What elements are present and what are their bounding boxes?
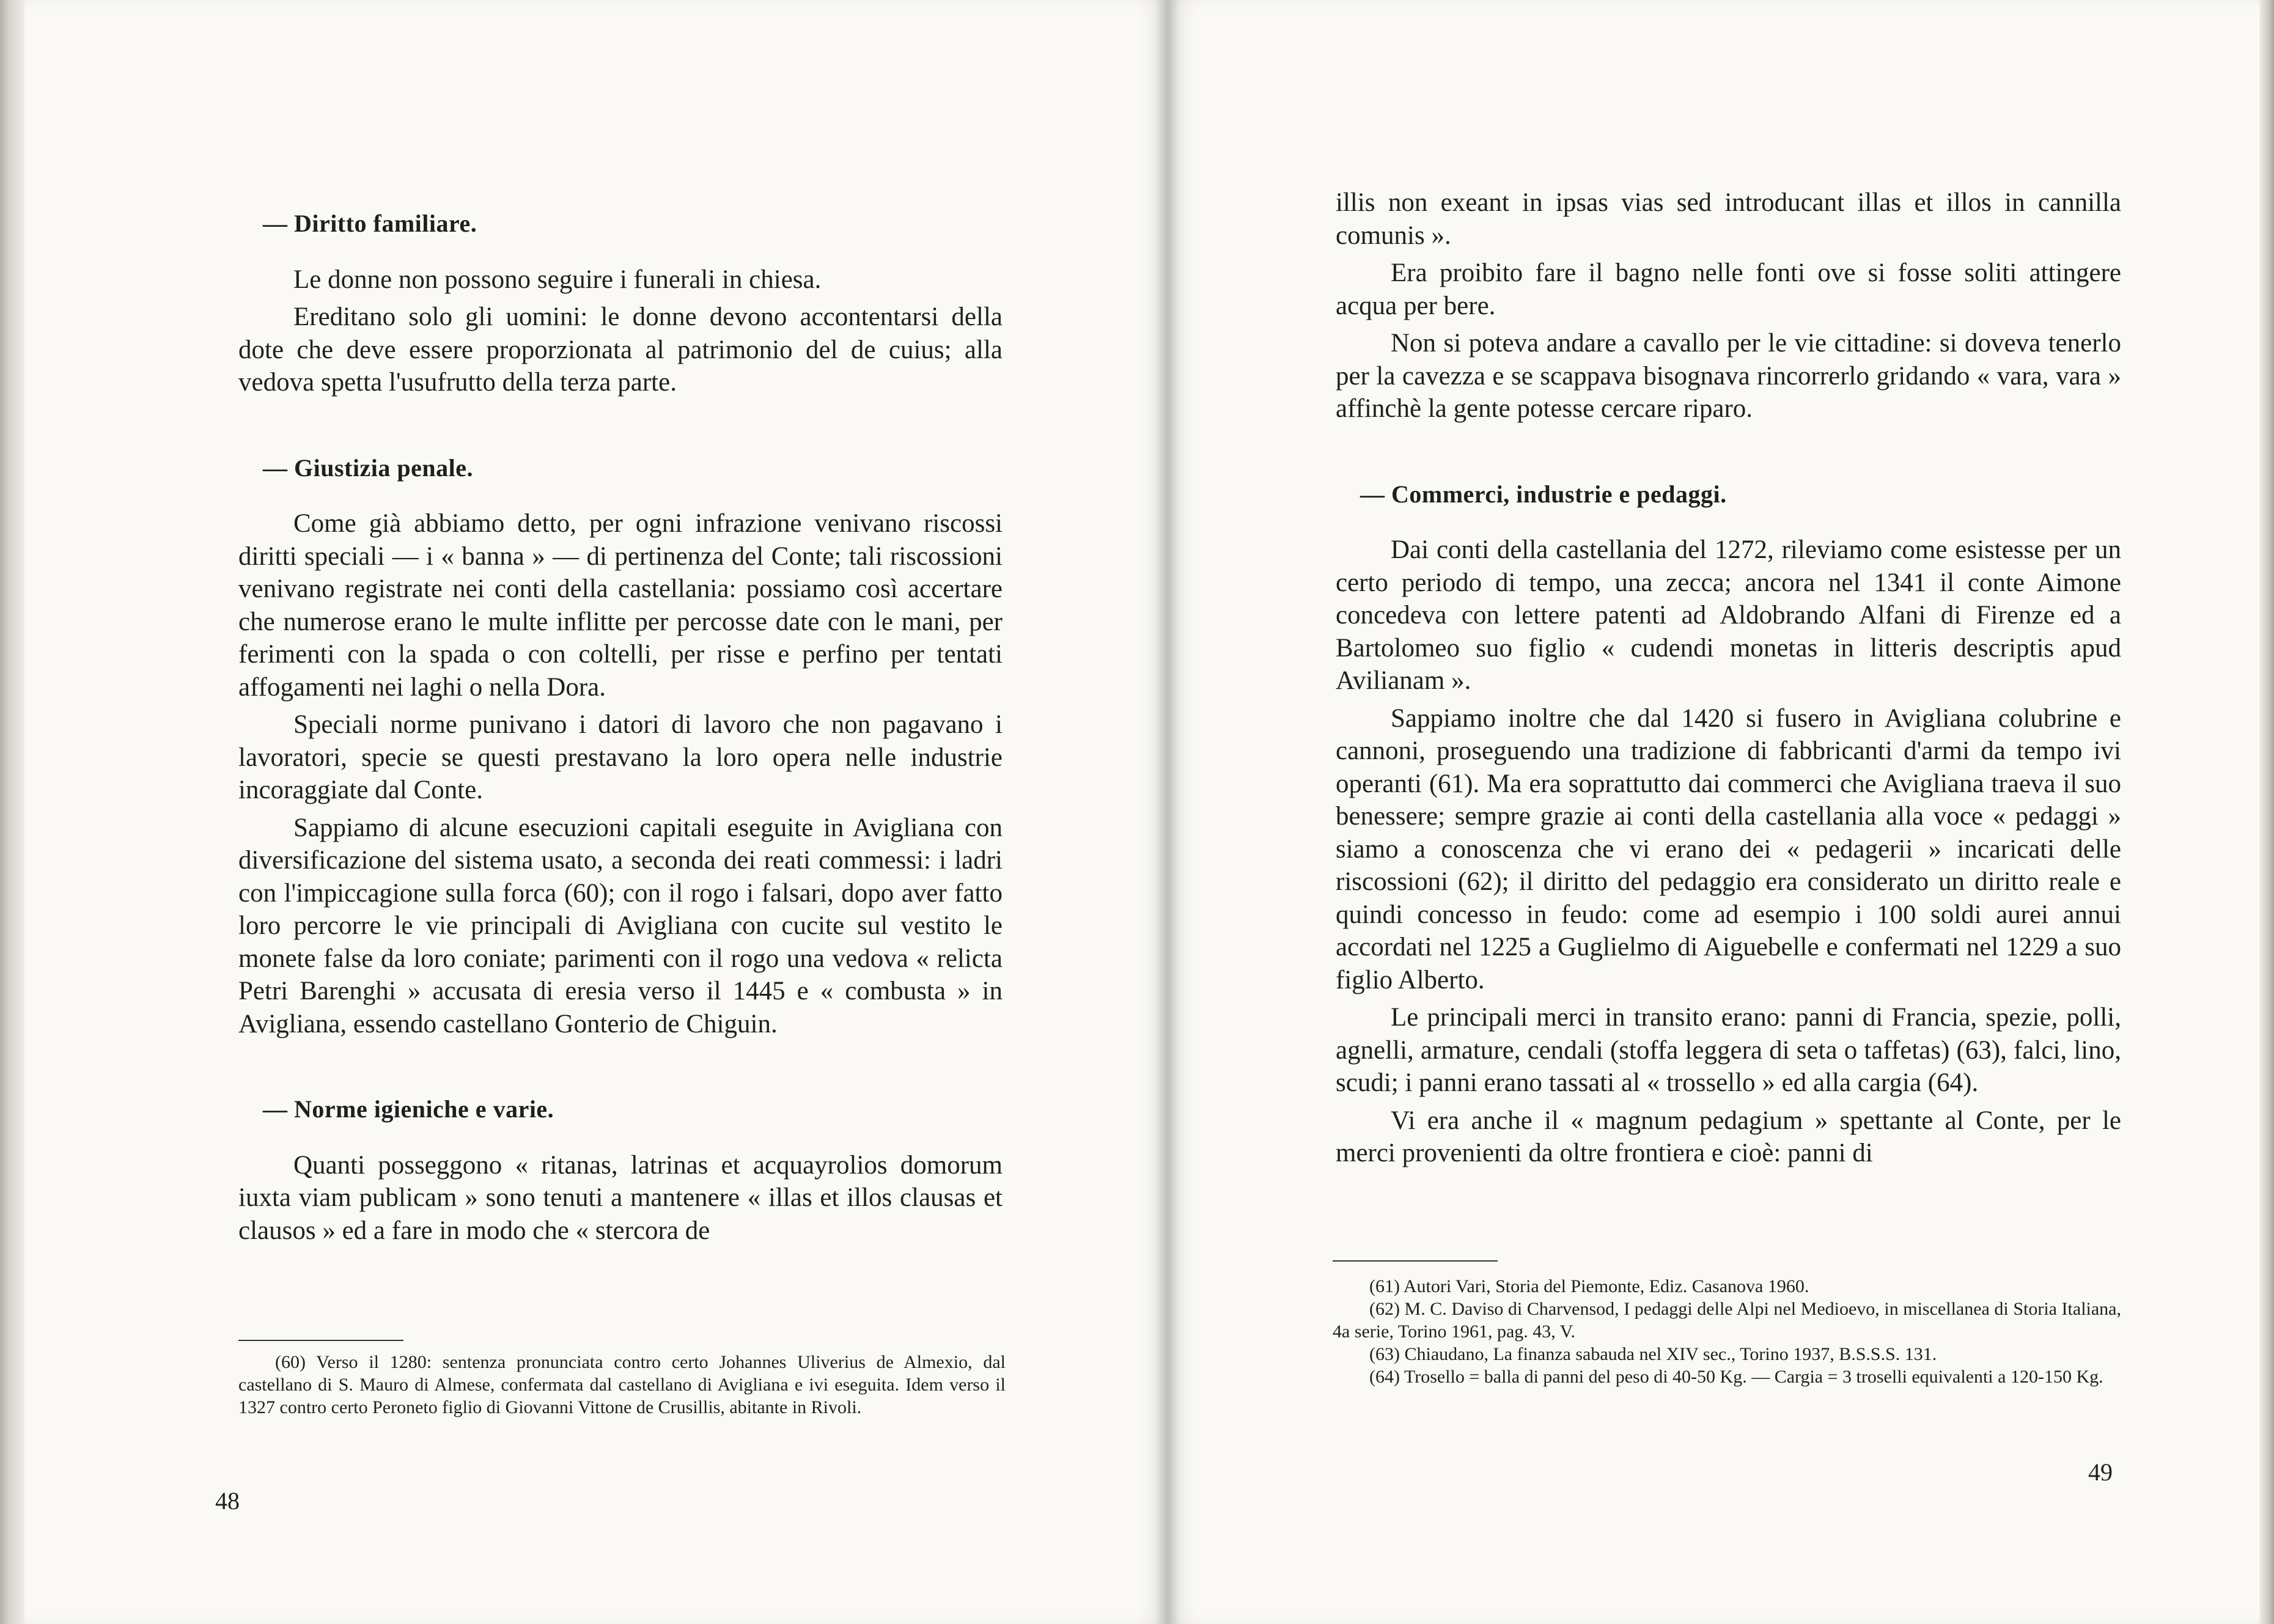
paragraph: Le donne non possono seguire i funerali in chiesa.: [293, 265, 822, 294]
page-number-left: 48: [215, 1487, 240, 1515]
paragraph: illis non exeant in ipsas vias sed introducant illas et illos in cannilla comunis ».: [1336, 188, 2121, 250]
left-page-body: [238, 207, 1003, 1252]
footnote-rule: [238, 1340, 403, 1341]
right-footnotes: [1333, 1275, 2121, 1388]
paragraph: Speciali norme punivano i datori di lavoro che non pagavano i lavoratori, specie se questi prestavano la loro opera nelle industrie incoraggiate dal Conte.: [238, 710, 1003, 804]
paragraph: Le principali merci in transito erano: panni di Francia, spezie, polli, agnelli, armature, cendali (stoffa leggera di seta o taffetas) (63), falci, lino, scudi; i panni erano tassati al « trossello » ed alla cargia (64).: [1336, 1003, 2121, 1097]
paragraph: Come già abbiamo detto, per ogni infrazione venivano riscossi diritti speciali — i « banna » — di pertinenza del Conte; tali riscossioni venivano registrate nei conti della castellania: possiamo così accertare che numerose erano le multe inflitte per percosse date con le mani, per ferimenti con la spada o con coltelli, per risse e perfino per tentati affogamenti nei laghi o nella Dora.: [238, 509, 1003, 702]
footnote-rule: [1333, 1260, 1498, 1262]
right-page-body: [1336, 186, 2121, 1175]
paragraph: Dai conti della castellania del 1272, rileviamo come esistesse per un certo periodo di tempo, una zecca; ancora nel 1341 il conte Aimone concedeva con lettere patenti ad Aldobrando Alfani di Firenze ed a Bartolomeo suo figlio « cudendi monetas in litteris descriptis apud Avilianam ».: [1336, 535, 2121, 695]
paragraph: Vi era anche il « magnum pedagium » spettante al Conte, per le merci provenienti da oltre frontiera e cioè: panni di: [1336, 1106, 2121, 1167]
paragraph: Sappiamo di alcune esecuzioni capitali eseguite in Avigliana con diversificazione del sistema usato, a seconda dei reati commessi: i ladri con l'impiccagione sulla forca (60); con il rogo i falsari, dopo aver fatto loro percorre le vie principali di Avigliana con cucite sul vestito le monete false da loro coniate; parimenti con il rogo una vedova « relicta Petri Barenghi » accusata di eresia verso il 1445 e « combusta » in Avigliana, essendo castellano Gonterio de Chiguin.: [238, 813, 1003, 1038]
footnote-60: (60) Verso il 1280: sentenza pronunciata contro certo Johannes Uliverius de Almexio, dal castellano di S. Mauro di Almese, confermata dal castellano di Avigliana e ivi eseguita. Idem verso il 1327 contro certo Peroneto figlio di Giovanni Vittone de Crusillis, abitante in Rivoli.: [238, 1352, 1006, 1417]
section-heading-norme-igieniche: — Norme igieniche e varie.: [263, 1095, 554, 1123]
section-heading-giustizia-penale: — Giustizia penale.: [263, 454, 473, 482]
paragraph: Quanti posseggono « ritanas, latrinas et acquayrolios domorum iuxta viam publicam » sono tenuti a mantenere « illas et illos clausas et clausos » ed a fare in modo che « stercora de: [238, 1150, 1003, 1245]
left-footnotes: [238, 1351, 1006, 1419]
right-page-edge: [2259, 0, 2274, 1624]
paragraph: Non si poteva andare a cavallo per le vie cittadine: si doveva tenerlo per la cavezza e se scappava bisognava rincorrerlo gridando « vara, vara » affinchè la gente potesse cercare riparo.: [1336, 329, 2121, 423]
book-gutter: [1155, 0, 1180, 1624]
footnote-61: (61) Autori Vari, Storia del Piemonte, Ediz. Casanova 1960.: [1369, 1276, 1809, 1296]
section-heading-diritto-familiare: — Diritto familiare.: [263, 210, 477, 237]
paragraph: Ereditano solo gli uomini: le donne devono accontentarsi della dote che deve essere proporzionata al patrimonio del de cuius; alla vedova spetta l'usufrutto della terza parte.: [238, 303, 1003, 397]
page-number-right: 49: [2088, 1458, 2113, 1486]
paragraph: Era proibito fare il bagno nelle fonti ove si fosse soliti attingere acqua per bere.: [1336, 259, 2121, 320]
paragraph: Sappiamo inoltre che dal 1420 si fusero in Avigliana colubrine e cannoni, proseguendo una tradizione di fabbricanti d'armi da tempo ivi operanti (61). Ma era soprattutto dai commerci che Avigliana traeva il suo benessere; sempre grazie ai conti della castellania alla voce « pedaggi » siamo a conoscenza che vi erano dei « pedagerii » incaricati delle riscossioni (62); il diritto del pedaggio era considerato un diritto reale e quindi concesso in feudo: come ad esempio i 100 soldi aurei annui accordati nel 1225 a Guglielmo di Aiguebelle e confermati nel 1229 a suo figlio Alberto.: [1336, 704, 2121, 994]
footnote-64: (64) Trosello = balla di panni del peso di 40-50 Kg. — Cargia = 3 troselli equivalenti a 120-150 Kg.: [1369, 1367, 2103, 1387]
footnote-63: (63) Chiaudano, La finanza sabauda nel XIV sec., Torino 1937, B.S.S.S. 131.: [1369, 1344, 1937, 1364]
footnote-62: (62) M. C. Daviso di Charvensod, I pedaggi delle Alpi nel Medioevo, in miscellanea di Storia Italiana, 4a serie, Torino 1961, pag. 43, V.: [1333, 1299, 2121, 1342]
left-page-edge: [0, 0, 24, 1624]
section-heading-commerci: — Commerci, industrie e pedaggi.: [1360, 480, 1727, 508]
